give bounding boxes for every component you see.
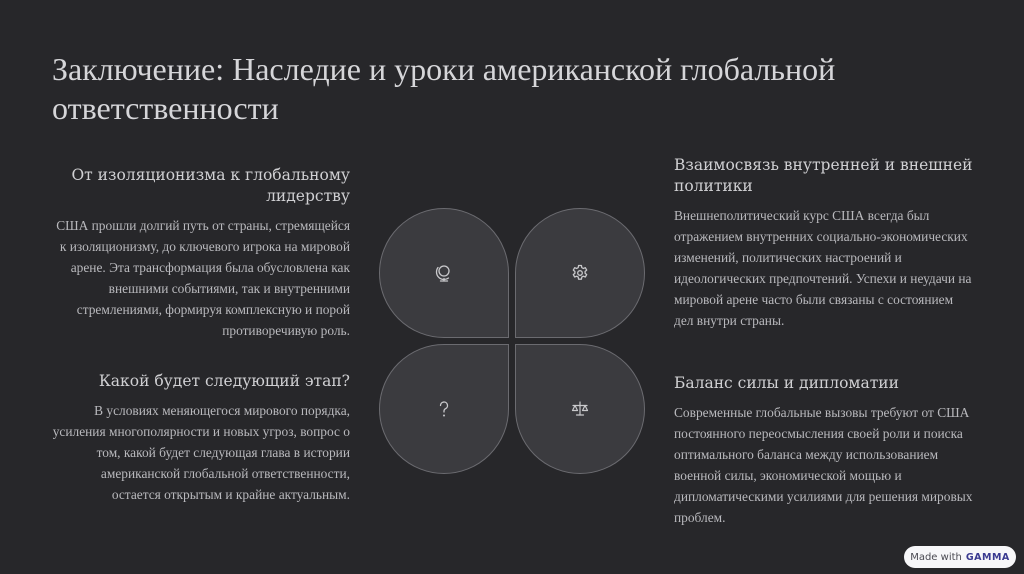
petal-question: [379, 344, 509, 474]
section-domestic-foreign: [674, 155, 974, 331]
gamma-logo: GAMMA: [965, 551, 1010, 563]
section-text: В условиях меняющегося мирового порядка, усиления многополярности и новых угроз, вопрос о том, какой будет следующая глава в истории американской глобальной ответственности, остается открытым и крайне актуальным.: [52, 403, 350, 502]
made-with-gamma-badge[interactable]: [904, 546, 1016, 568]
globe-icon: [434, 263, 454, 283]
gear-icon: [570, 263, 590, 283]
section-heading: От изоляционизма к глобальному лидерству: [71, 166, 350, 205]
section-heading: Баланс силы и дипломатии: [674, 374, 899, 392]
petal-gear: [515, 208, 645, 338]
section-balance: [674, 373, 974, 528]
petal-scales: [515, 344, 645, 474]
section-heading: Взаимосвязь внутренней и внешней политики: [674, 156, 973, 195]
section-heading: Какой будет следующий этап?: [98, 372, 350, 390]
section-isolationism: [52, 165, 350, 341]
petal-globe: [379, 208, 509, 338]
section-text: Современные глобальные вызовы требуют от США постоянного переосмысления своей роли и поиска оптимального баланса между использованием военной силы, экономической мощью и дипломатическими усилиями для решения мировых проблем.: [674, 405, 973, 525]
page-title: Заключение: Наследие и уроки американской глобальной ответственности: [52, 51, 836, 126]
section-text: США прошли долгий путь от страны, стремящейся к изоляционизму, до ключевого игрока на мировой арене. Эта трансформация была обусловлена как внешними событиями, так и внутренними стремлениями, формируя комплексную и порой противоречивую роль.: [56, 218, 350, 338]
section-text: Внешнеполитический курс США всегда был отражением внутренних социально-экономических изменений, политических настроений и идеологических предпочтений. Успехи и неудачи на мировой арене часто были связаны с состоянием дел внутри страны.: [674, 208, 972, 328]
section-next-stage: [52, 371, 350, 505]
badge-label: Made with: [910, 551, 962, 563]
scales-icon: [570, 399, 590, 419]
question-icon: [434, 399, 454, 419]
